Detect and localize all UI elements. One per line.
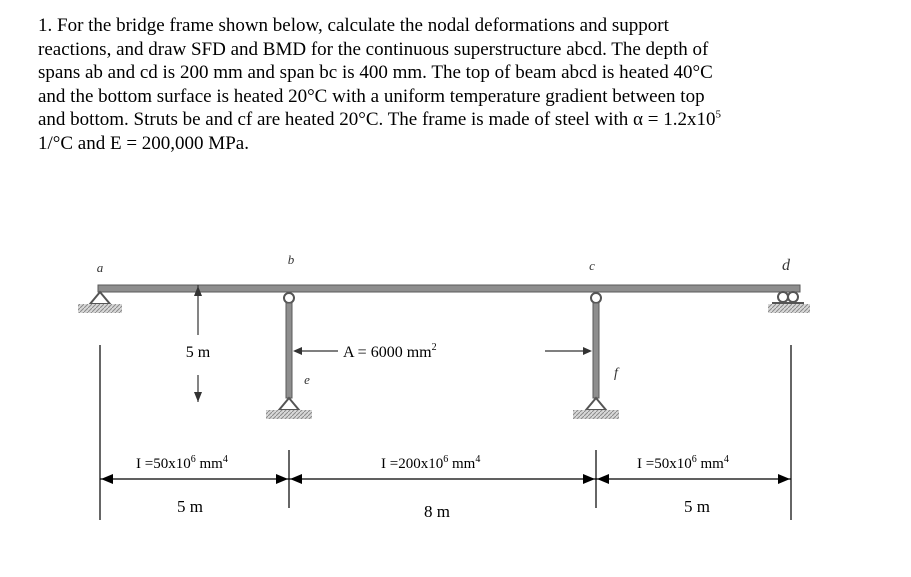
span-dimension-ab — [100, 474, 289, 484]
area-callout — [293, 347, 592, 355]
span-bc-length: 8 m — [424, 502, 450, 521]
roller-support-d — [768, 292, 810, 313]
problem-line-4: and the bottom surface is heated 20°C with a uniform temperature gradient between top — [38, 85, 705, 107]
node-label-f: f — [614, 366, 618, 381]
problem-line-5-text: and bottom. Struts be and cf are heated 20°C. The frame is made of steel with α = 1.2x10 — [38, 109, 716, 130]
node-label-b: b — [287, 252, 295, 267]
node-label-d: d — [782, 257, 790, 274]
span-bc-inertia: $I =200x10^6$ $mm^4$ — [381, 454, 481, 472]
span-cd-length: 5 m — [684, 497, 710, 516]
strut-cf — [573, 293, 619, 419]
area-label-exp: 2 — [431, 342, 437, 353]
problem-line-2: reactions, and draw SFD and BMD for the continuous superstructure abcd. The depth of — [38, 38, 709, 60]
span-ab-inertia: $I =50x10^6$ $mm^4$ — [136, 454, 228, 472]
strut-be — [266, 293, 312, 419]
alpha-exponent: 5 — [715, 108, 721, 121]
node-label-e: e — [304, 372, 310, 387]
area-label-text: A = 6000 mm — [343, 344, 432, 361]
problem-line-6: 1/°C and E = 200,000 MPa. — [38, 132, 249, 154]
problem-line-1: 1. For the bridge frame shown below, calculate the nodal deformations and support — [38, 15, 669, 36]
node-label-c: c — [589, 258, 595, 273]
span-ab-length: 5 m — [177, 497, 203, 516]
span-dimension-bc — [289, 474, 596, 484]
span-dimension-cd — [596, 474, 791, 484]
pin-support-a — [78, 292, 122, 313]
span-cd-inertia: $I =50x10^6$ $mm^4$ — [637, 454, 729, 472]
beam-abcd — [98, 285, 800, 292]
node-label-a: a — [96, 260, 104, 275]
problem-line-3: spans ab and cd is 200 mm and span bc is 400 mm. The top of beam abcd is heated 40°C — [38, 62, 713, 83]
area-label — [343, 342, 437, 361]
strut-height-label: 5 m — [185, 344, 211, 361]
